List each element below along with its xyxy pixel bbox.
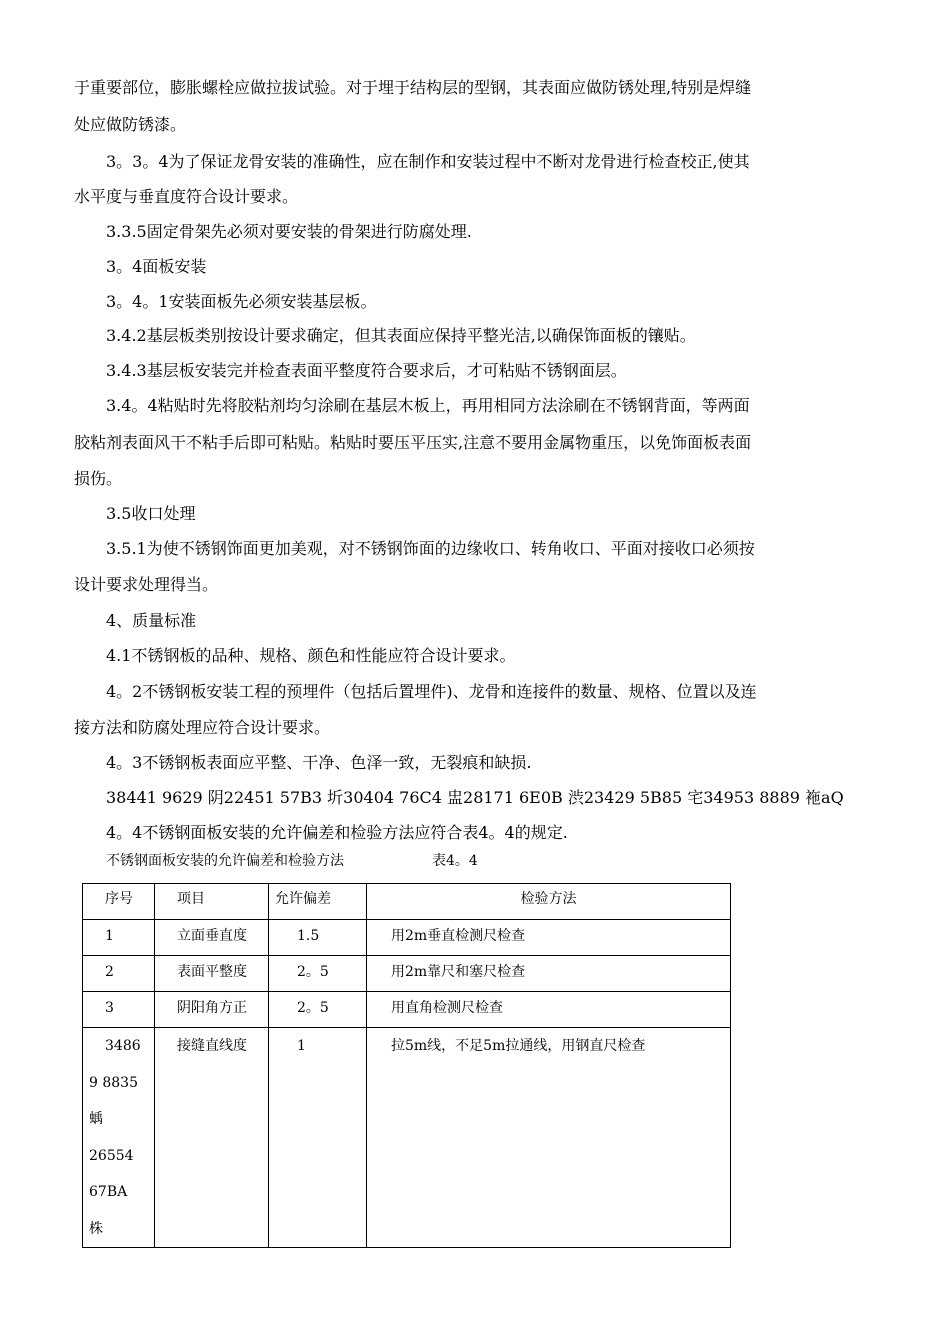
table-row bbox=[83, 956, 731, 992]
cell-item: 表面平整度 bbox=[155, 956, 269, 992]
cell-method: 用直角检测尺检查 bbox=[367, 992, 731, 1028]
header-item: 项目 bbox=[155, 884, 269, 920]
cell-method: 用2m靠尺和塞尺检查 bbox=[367, 956, 731, 992]
cell-no-line: 株 bbox=[89, 1220, 103, 1237]
paragraph-line: 4.1不锈钢板的品种、规格、颜色和性能应符合设计要求。 bbox=[106, 646, 516, 665]
section-heading: 3。4面板安装 bbox=[106, 257, 207, 276]
paragraph-line: 水平度与垂直度符合设计要求。 bbox=[74, 187, 299, 206]
paragraph-line: 处应做防锈漆。 bbox=[74, 115, 187, 134]
header-tolerance: 允许偏差 bbox=[269, 884, 367, 920]
paragraph-line: 4。4不锈钢面板安装的允许偏差和检验方法应符合表4。4的规定. bbox=[106, 823, 568, 842]
paragraph-line: 4。3不锈钢板表面应平整、干净、色泽一致，无裂痕和缺损. bbox=[106, 753, 532, 772]
cell-item: 阴阳角方正 bbox=[155, 992, 269, 1028]
header-no: 序号 bbox=[83, 884, 155, 920]
section-heading: 4、质量标准 bbox=[106, 611, 197, 630]
paragraph-line: 3。3。4为了保证龙骨安装的准确性，应在制作和安装过程中不断对龙骨进行检查校正,使其 bbox=[106, 152, 750, 171]
section-heading: 3.5收口处理 bbox=[106, 504, 196, 523]
paragraph-line: 3.5.1为使不锈钢饰面更加美观，对不锈钢饰面的边缘收口、转角收口、平面对接收口必须按 bbox=[106, 539, 755, 558]
paragraph-line: 胶粘剂表面风干不粘手后即可粘贴。粘贴时要压平压实,注意不要用金属物重压，以免饰面板表面 bbox=[74, 433, 752, 452]
cell-no-garbled bbox=[83, 1028, 155, 1248]
paragraph-line: 3.3.5固定骨架先必须对要安装的骨架进行防腐处理. bbox=[106, 222, 472, 241]
cell-tolerance: 1 bbox=[269, 1028, 367, 1248]
cell-no: 3 bbox=[83, 992, 155, 1028]
cell-no-line: 67BA bbox=[89, 1184, 128, 1200]
cell-no: 1 bbox=[83, 920, 155, 956]
paragraph-line: 3.4.2基层板类别按设计要求确定，但其表面应保持平整光洁,以确保饰面板的镶贴。 bbox=[106, 326, 696, 345]
cell-method: 拉5m线，不足5m拉通线，用钢直尺检查 bbox=[367, 1028, 731, 1248]
cell-no-line: 9 8835 bbox=[89, 1074, 138, 1091]
paragraph-line: 接方法和防腐处理应符合设计要求。 bbox=[74, 718, 331, 737]
paragraph-line: 3.4.3基层板安装完并检查表面平整度符合要求后，才可粘贴不锈钢面层。 bbox=[106, 361, 627, 380]
cell-item: 接缝直线度 bbox=[155, 1028, 269, 1248]
table-row bbox=[83, 920, 731, 956]
header-method: 检验方法 bbox=[367, 884, 731, 920]
cell-tolerance: 2。5 bbox=[269, 992, 367, 1028]
table-caption-title: 不锈钢面板安装的允许偏差和检验方法 bbox=[106, 853, 344, 869]
cell-item: 立面垂直度 bbox=[155, 920, 269, 956]
paragraph-line: 设计要求处理得当。 bbox=[74, 575, 219, 594]
paragraph-line: 4。2不锈钢板安装工程的预埋件（包括后置埋件)、龙骨和连接件的数量、规格、位置以及连 bbox=[106, 682, 757, 701]
table-row bbox=[83, 1028, 731, 1248]
paragraph-line: 于重要部位，膨胀螺栓应做拉拔试验。对于埋于结构层的型钢，其表面应做防锈处理,特别是焊缝 bbox=[74, 78, 752, 97]
cell-tolerance: 1.5 bbox=[269, 920, 367, 956]
tolerance-table bbox=[82, 883, 731, 1248]
cell-no: 2 bbox=[83, 956, 155, 992]
cell-no-line: 3486 bbox=[105, 1038, 141, 1054]
cell-method: 用2m垂直检测尺检查 bbox=[367, 920, 731, 956]
garbled-text-line: 38441 9629 阴22451 57B3 圻30404 76C4 盅28171 6E0B 渋23429 5B85 宅34953 8889 袘aQ bbox=[106, 788, 844, 807]
table-row bbox=[83, 992, 731, 1028]
cell-no-line: 蝺 bbox=[89, 1111, 103, 1127]
paragraph-line: 3.4。4粘贴时先将胶粘剂均匀涂刷在基层木板上，再用相同方法涂刷在不锈钢背面，等两面 bbox=[106, 396, 750, 415]
table-caption-number: 表4。4 bbox=[432, 853, 478, 869]
cell-tolerance: 2。5 bbox=[269, 956, 367, 992]
paragraph-line: 3。4。1安装面板先必须安装基层板。 bbox=[106, 292, 377, 311]
table-header-row bbox=[83, 884, 731, 920]
paragraph-line: 损伤。 bbox=[74, 469, 123, 488]
cell-no-line: 26554 bbox=[89, 1147, 134, 1164]
